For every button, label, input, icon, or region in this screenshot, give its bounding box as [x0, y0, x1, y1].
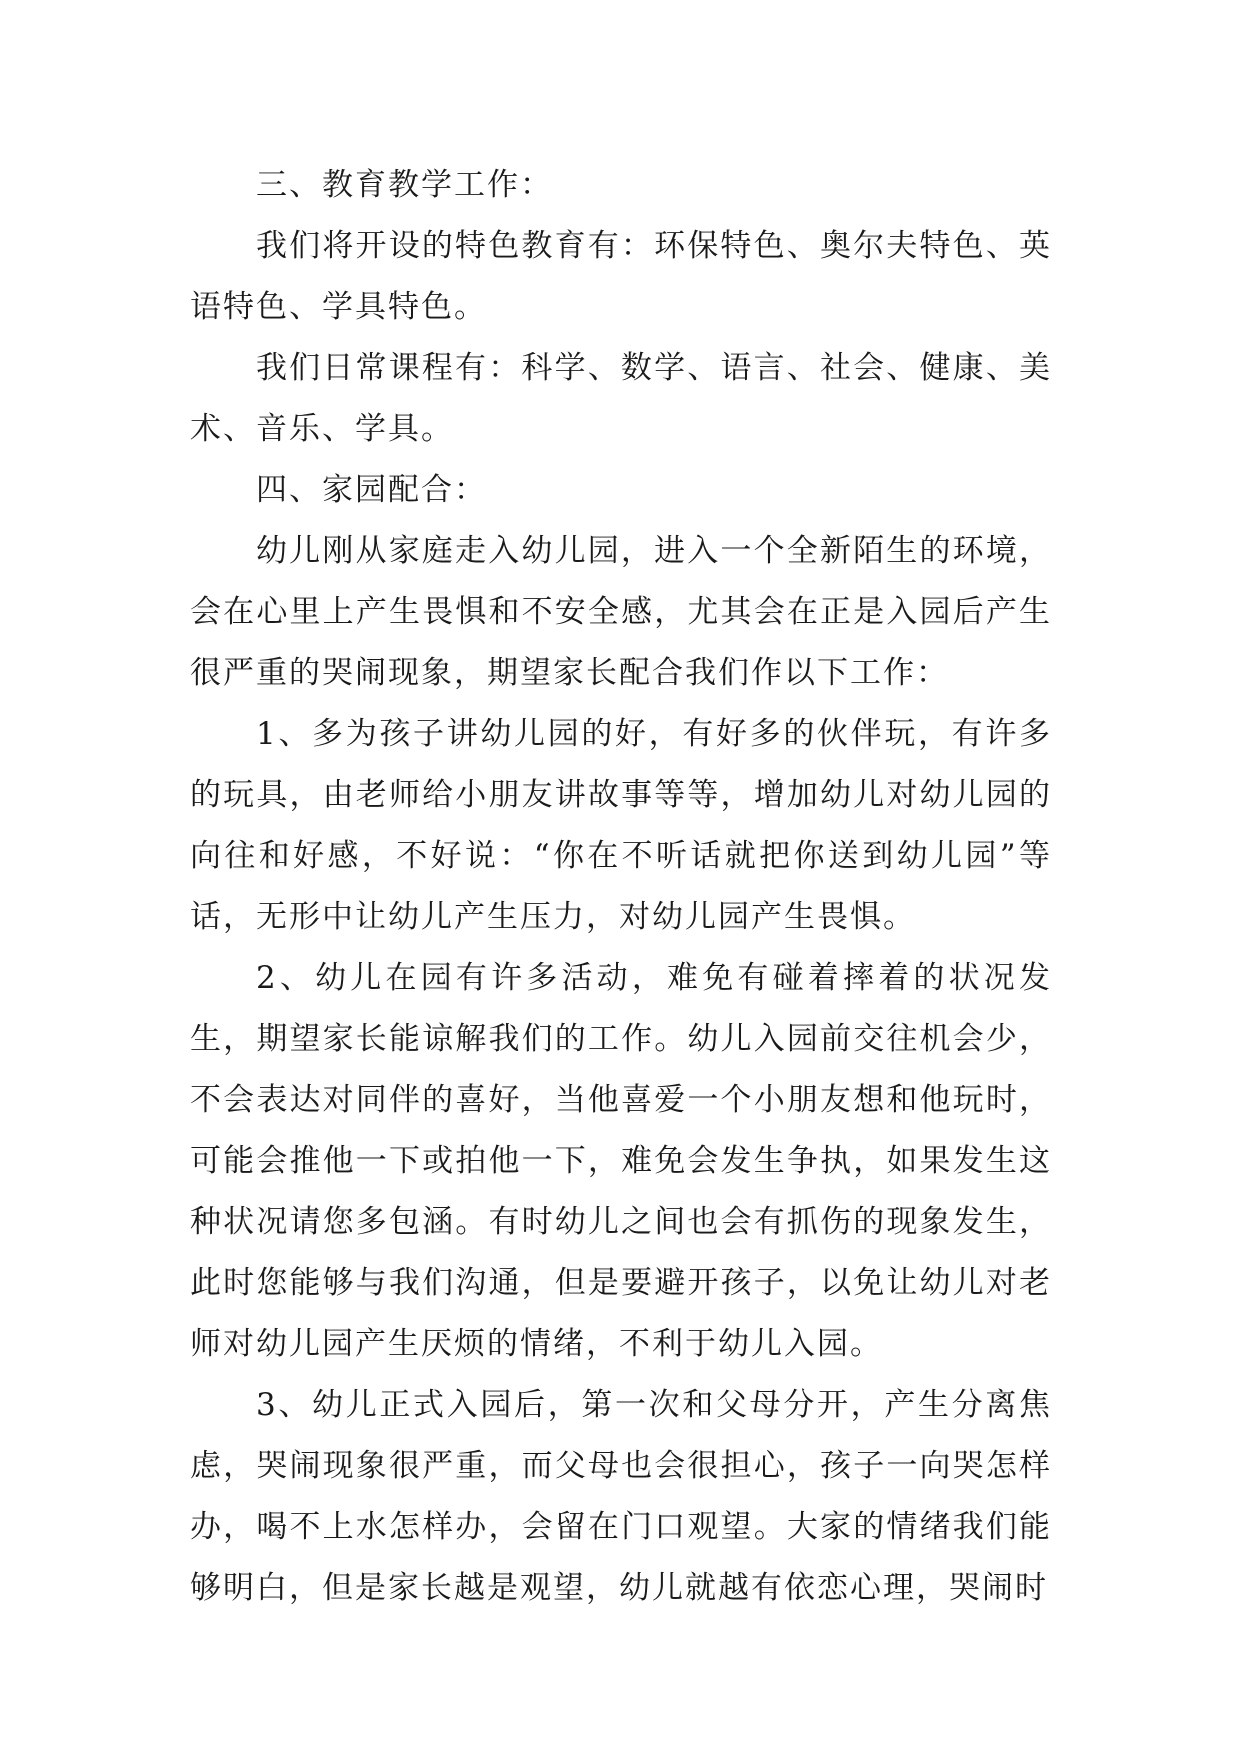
home-school-intro-paragraph: 幼儿刚从家庭走入幼儿园，进入一个全新陌生的环境，会在心里上产生畏惧和不安全感，尤其会在正是入园后产生很严重的哭闹现象，期望家长配合我们作以下工作：: [190, 533, 1052, 691]
section-4-heading: 四、家园配合：: [256, 472, 487, 508]
document-page: [190, 155, 1052, 1619]
special-education-paragraph: 我们将开设的特色教育有：环保特色、奥尔夫特色、英语特色、学具特色。: [190, 228, 1052, 325]
list-item-3: 3、幼儿正式入园后，第一次和父母分开，产生分离焦虑，哭闹现象很严重，而父母也会很担心，孩子一向哭怎样办，喝不上水怎样办，会留在门口观望。大家的情绪我们能够明白，但是家长越是观望，幼儿就越有依恋心理，哭闹时: [190, 1387, 1052, 1606]
list-item-1: 1、多为孩子讲幼儿园的好，有好多的伙伴玩，有许多的玩具，由老师给小朋友讲故事等等，增加幼儿对幼儿园的向往和好感，不好说：“你在不听话就把你送到幼儿园”等话，无形中让幼儿产生压力，对幼儿园产生畏惧。: [190, 716, 1052, 935]
section-3-heading: 三、教育教学工作：: [256, 167, 553, 203]
daily-courses-paragraph: 我们日常课程有：科学、数学、语言、社会、健康、美术、音乐、学具。: [190, 350, 1052, 447]
list-item-2: 2、幼儿在园有许多活动，难免有碰着摔着的状况发生，期望家长能谅解我们的工作。幼儿入园前交往机会少，不会表达对同伴的喜好，当他喜爱一个小朋友想和他玩时，可能会推他一下或拍他一下，难免会发生争执，如果发生这种状况请您多包涵。有时幼儿之间也会有抓伤的现象发生，此时您能够与我们沟通，但是要避开孩子，以免让幼儿对老师对幼儿园产生厌烦的情绪，不利于幼儿入园。: [190, 960, 1052, 1362]
